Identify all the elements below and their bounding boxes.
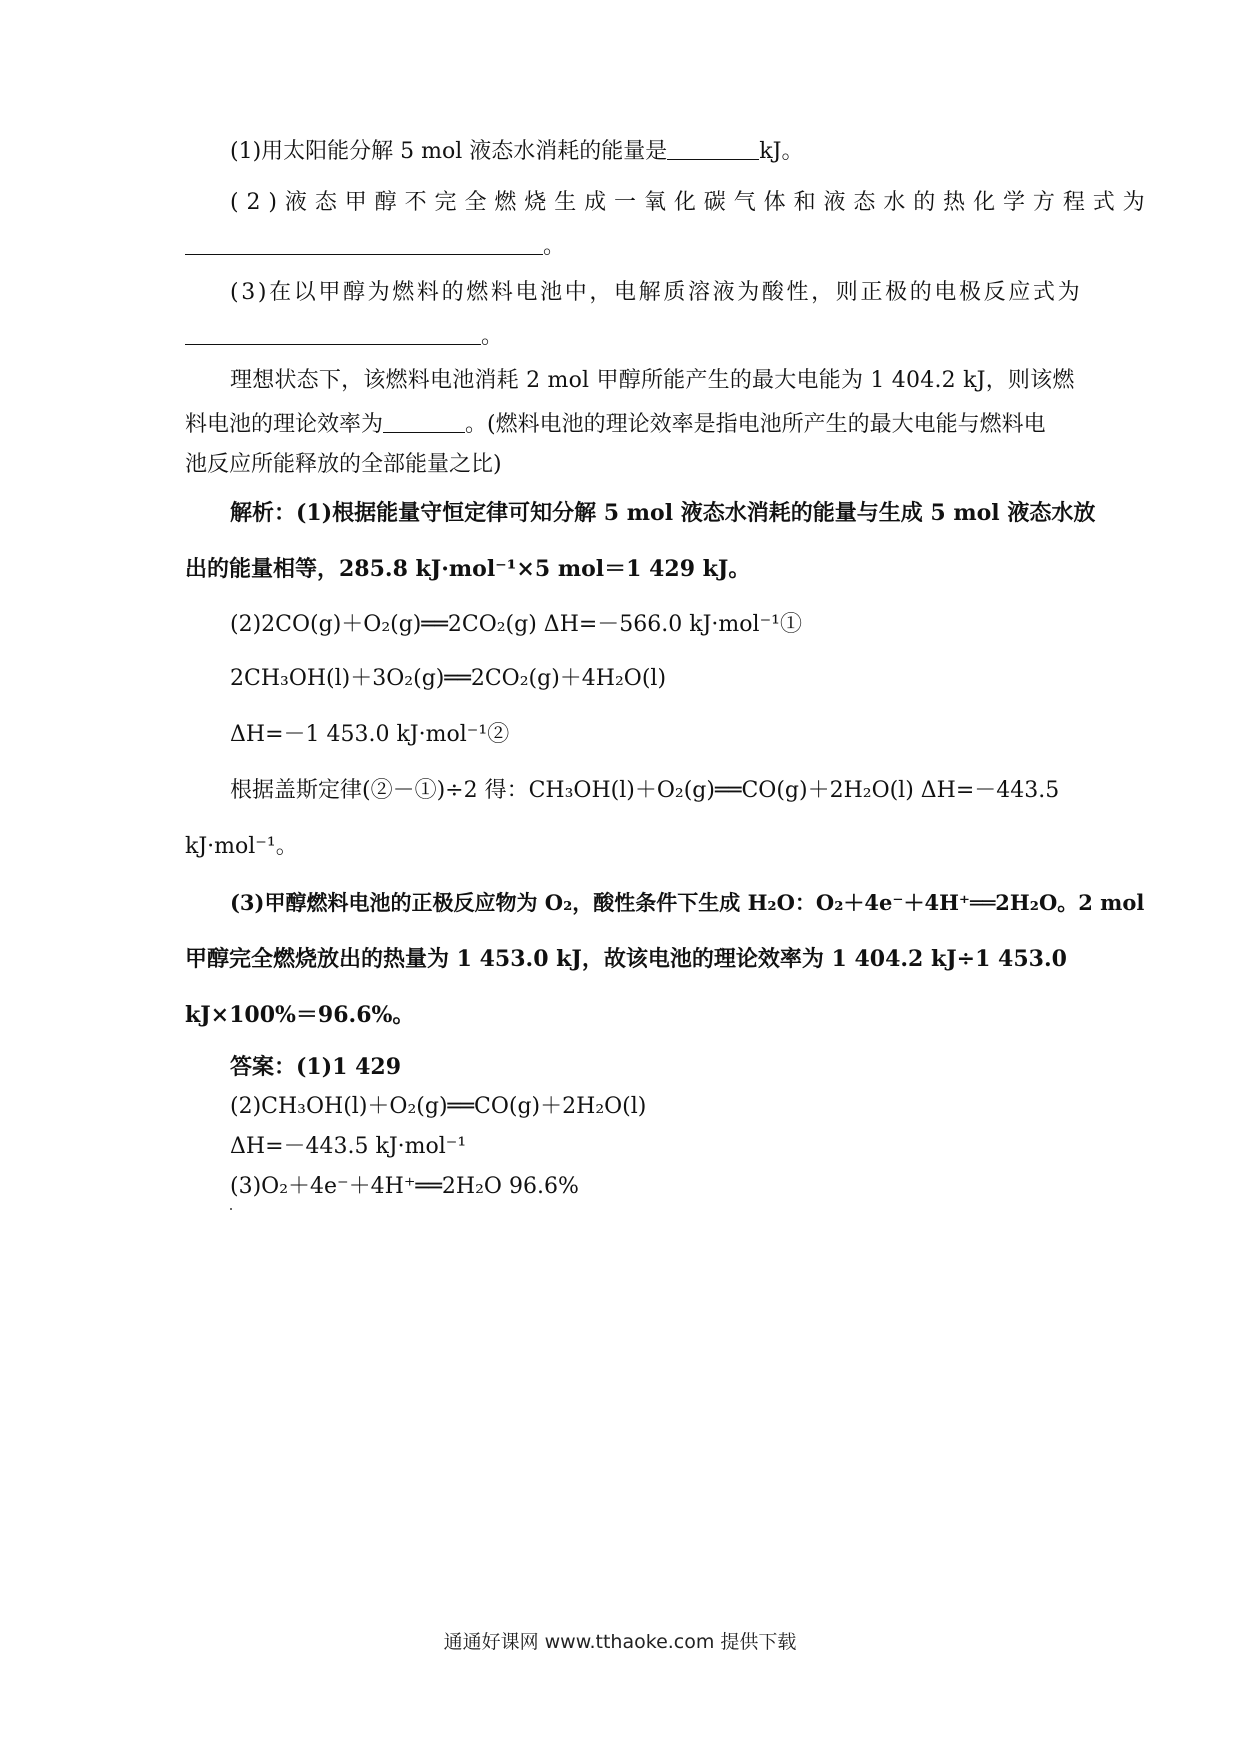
stray-mark bbox=[230, 1208, 232, 1210]
question-1 bbox=[230, 137, 803, 167]
footer: 通通好课网 www.tthaoke.com 提供下载 bbox=[443, 1631, 797, 1653]
equation-2-enthalpy: ΔH=－1 453.0 kJ·mol⁻¹② bbox=[230, 722, 510, 747]
answer-blank bbox=[383, 410, 465, 433]
question-2-end: 。 bbox=[543, 234, 566, 259]
ideal-line-2-rest: 。(燃料电池的理论效率是指电池所产生的最大电能与燃料电 bbox=[465, 412, 1046, 437]
hess-line-2: kJ·mol⁻¹。 bbox=[185, 834, 298, 859]
answer-3-line-1: (3)甲醇燃料电池的正极反应物为 O₂，酸性条件下生成 H₂O：O₂＋4e⁻＋4H⁺══2H₂O。2 mol bbox=[230, 890, 1145, 915]
final-answer-4: (3)O₂＋4e⁻＋4H⁺══2H₂O 96.6% bbox=[230, 1174, 579, 1199]
question-2: (2)液态甲醇不完全燃烧生成一氧化碳气体和液态水的热化学方程式为 bbox=[230, 190, 1153, 215]
question-1-unit: kJ。 bbox=[759, 139, 804, 164]
question-1-text: (1)用太阳能分解 5 mol 液态水消耗的能量是 bbox=[230, 139, 668, 164]
question-3-end: 。 bbox=[481, 324, 504, 349]
answer-3-line-3: kJ×100%＝96.6%。 bbox=[185, 1002, 415, 1028]
equation-1: (2)2CO(g)＋O₂(g)══2CO₂(g) ΔH=－566.0 kJ·mol⁻¹① bbox=[230, 612, 803, 637]
answer-blank bbox=[667, 137, 759, 160]
ideal-line-2 bbox=[185, 410, 1046, 440]
question-3-blank-line bbox=[185, 322, 503, 352]
equation-2: 2CH₃OH(l)＋3O₂(g)══2CO₂(g)＋4H₂O(l) bbox=[230, 666, 667, 691]
ideal-line-3: 池反应所能释放的全部能量之比) bbox=[185, 452, 502, 477]
analysis-line-1: 解析：(1)根据能量守恒定律可知分解 5 mol 液态水消耗的能量与生成 5 mol 液态水放 bbox=[230, 500, 1096, 526]
answer-blank bbox=[185, 322, 481, 345]
final-answer-3: ΔH=－443.5 kJ·mol⁻¹ bbox=[230, 1134, 467, 1159]
question-2-blank-line bbox=[185, 232, 565, 262]
ideal-line-2-text: 料电池的理论效率为 bbox=[185, 412, 384, 437]
final-answer-1: 答案：(1)1 429 bbox=[230, 1054, 402, 1080]
ideal-line-1: 理想状态下，该燃料电池消耗 2 mol 甲醇所能产生的最大电能为 1 404.2 kJ，则该燃 bbox=[230, 368, 1075, 393]
analysis-line-2: 出的能量相等，285.8 kJ·mol⁻¹×5 mol＝1 429 kJ。 bbox=[185, 556, 751, 582]
question-3: (3)在以甲醇为燃料的燃料电池中，电解质溶液为酸性，则正极的电极反应式为 bbox=[230, 280, 1083, 305]
answer-blank bbox=[185, 232, 543, 255]
hess-line-1: 根据盖斯定律(②－①)÷2 得：CH₃OH(l)＋O₂(g)══CO(g)＋2H₂O(l) ΔH=－443.5 bbox=[230, 778, 1060, 803]
final-answer-2: (2)CH₃OH(l)＋O₂(g)══CO(g)＋2H₂O(l) bbox=[230, 1094, 647, 1119]
answer-3-line-2: 甲醇完全燃烧放出的热量为 1 453.0 kJ，故该电池的理论效率为 1 404.2 kJ÷1 453.0 bbox=[185, 946, 1067, 972]
